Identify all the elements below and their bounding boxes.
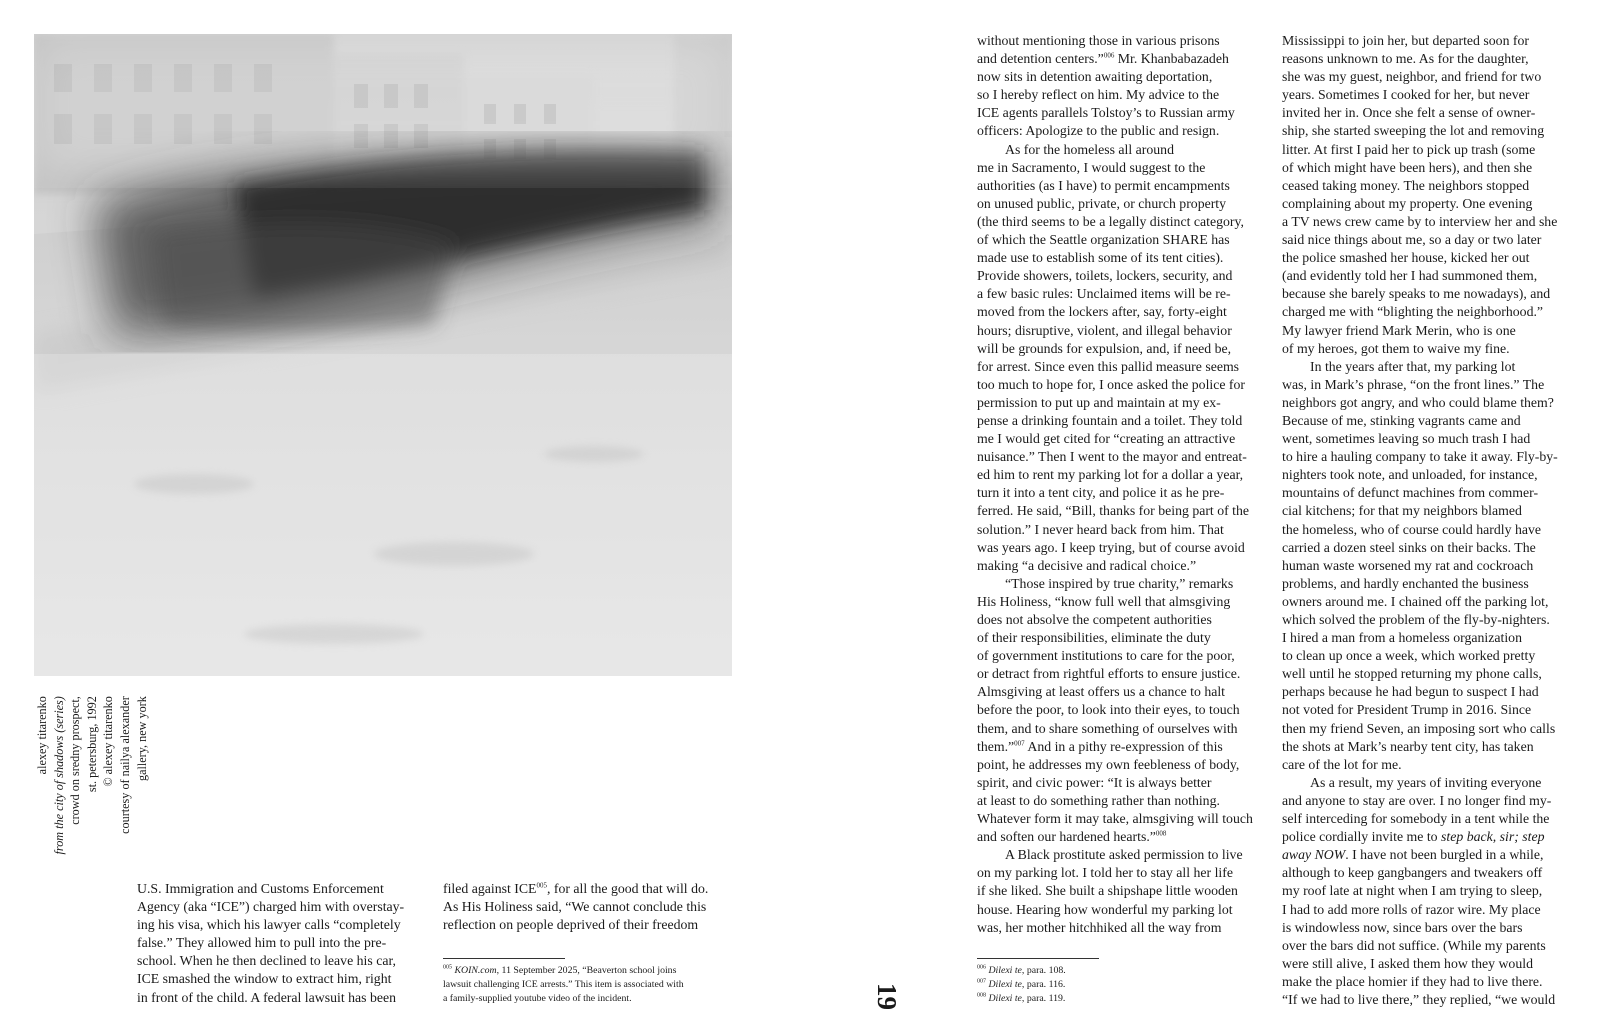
text-line — [977, 195, 1253, 213]
photo-caption-text — [34, 696, 150, 886]
text-segment: of their responsibilities, eliminate the duty — [977, 630, 1211, 646]
text-segment: (and evidently told her I had summoned them, — [1282, 268, 1538, 284]
text-line — [1282, 322, 1558, 340]
street-photograph — [34, 34, 732, 676]
footnote-text: , para. 119. — [1021, 993, 1066, 1004]
text-segment: And in a pithy re-expression of this — [1024, 738, 1223, 754]
footnote-rule — [443, 958, 565, 959]
text-line — [1282, 973, 1558, 991]
text-segment: me in Sacramento, I would suggest to the — [977, 159, 1206, 175]
text-line — [1282, 774, 1558, 792]
text-line — [977, 141, 1253, 159]
text-segment: complaining about my property. One evening — [1282, 195, 1533, 211]
text-segment: self interceding for somebody in a tent while the — [1282, 811, 1550, 827]
text-line — [1282, 466, 1558, 484]
text-line: false.” They allowed him to pull into the pre- — [137, 935, 387, 951]
text-line — [1282, 521, 1558, 539]
text-segment: reasons unknown to me. As for the daughter, — [1282, 51, 1529, 67]
text-line — [977, 502, 1253, 520]
text-segment: over the bars did not suffice. (While my parents — [1282, 937, 1546, 953]
text-segment: nuisance.” Then I went to the mayor and entreat- — [977, 449, 1247, 465]
text-segment: and detention centers.” — [977, 51, 1104, 67]
text-line — [977, 394, 1253, 412]
text-line — [1282, 557, 1558, 575]
text-segment: of my heroes, got them to waive my fine. — [1282, 340, 1510, 356]
italic-text: away NOW — [1282, 847, 1346, 863]
text-line — [977, 376, 1253, 394]
text-segment: Because of me, stinking vagrants came and — [1282, 412, 1521, 428]
footnote-number: 005 — [443, 964, 452, 971]
text-segment: Whatever form it may take, almsgiving will touch — [977, 811, 1253, 827]
text-line: ICE smashed the window to extract him, right — [137, 971, 392, 987]
footnote-text: , para. 108. — [1021, 965, 1066, 976]
text-line — [1282, 394, 1558, 412]
text-segment: were still alive, I asked them how they would — [1282, 955, 1533, 971]
text-line — [1282, 376, 1558, 394]
text-segment: . I have not been burgled in a while, — [1345, 847, 1544, 863]
text-line — [1282, 50, 1558, 68]
text-segment: Almsgiving at least offers us a chance to halt — [977, 684, 1226, 700]
text-line: As His Holiness said, “We cannot conclude this — [443, 899, 707, 915]
caption-line: © alexey titarenko — [101, 696, 116, 787]
text-line — [977, 122, 1253, 140]
text-segment: ed him to rent my parking lot for a dollar a year, — [977, 467, 1244, 483]
text-line — [1282, 756, 1558, 774]
text-line — [1282, 484, 1558, 502]
text-segment: does not absolve the competent authorities — [977, 612, 1212, 627]
text-line — [1282, 213, 1558, 231]
text-line — [977, 864, 1253, 882]
text-segment: As for the homeless all around — [1005, 141, 1174, 157]
text-segment: charged me with “blighting the neighborhood.” — [1282, 304, 1544, 320]
text-segment: permission to put up and maintain at my ex- — [977, 394, 1221, 410]
text-segment: so I hereby reflect on him. My advice to the — [977, 87, 1220, 103]
text-line — [1282, 901, 1558, 919]
text-line — [1282, 32, 1558, 50]
text-segment: Mississippi to join her, but departed soon for — [1282, 33, 1530, 48]
text-segment: mountains of defunct machines from commer- — [1282, 485, 1539, 501]
text-line — [977, 50, 1253, 68]
text-segment: , for all the good that will do. — [547, 881, 709, 896]
text-line — [977, 213, 1253, 231]
text-segment: a TV news crew came by to interview her and she — [1282, 213, 1558, 229]
text-line — [1282, 448, 1558, 466]
text-line: ing his visa, which his lawyer calls “completely — [137, 917, 401, 933]
text-segment: litter. At first I paid her to pick up trash (some — [1282, 141, 1536, 157]
text-segment: turn it into a tent city, and police it as he pre- — [977, 485, 1225, 501]
text-line — [977, 720, 1253, 738]
text-line — [977, 557, 1253, 575]
footnote-source: Dilexi te — [988, 965, 1022, 976]
text-line — [1282, 141, 1558, 159]
text-line — [977, 882, 1253, 900]
text-line — [977, 285, 1253, 303]
text-line — [1282, 919, 1558, 937]
text-line — [977, 683, 1253, 701]
text-segment: police cordially invite me to — [1282, 829, 1442, 845]
text-line — [977, 647, 1253, 665]
text-line — [1282, 629, 1558, 647]
text-segment: is windowless now, since bars over the bars — [1282, 919, 1523, 935]
text-segment: she was my guest, neighbor, and friend for two — [1282, 69, 1542, 85]
text-segment: As a result, my years of inviting everyone — [1310, 774, 1542, 790]
text-line — [977, 810, 1253, 828]
text-segment: now sits in detention awaiting deportation, — [977, 69, 1213, 85]
text-line — [977, 738, 1253, 756]
footnote-text: , para. 116. — [1021, 979, 1066, 990]
text-line — [1282, 665, 1558, 683]
caption-line: courtesy of nailya alexander — [117, 696, 132, 834]
text-line — [1282, 104, 1558, 122]
footnote-line: a family-supplied youtube video of the incident. — [443, 993, 632, 1004]
text-line — [977, 828, 1253, 846]
text-line — [1282, 68, 1558, 86]
text-segment: of government institutions to care for the poor, — [977, 648, 1235, 664]
text-segment: authorities (as I have) to permit encampments — [977, 177, 1230, 193]
text-segment: nighters took note, and unloaded, for instance, — [1282, 467, 1538, 483]
text-line — [1282, 539, 1558, 557]
text-segment: the shots at Mark’s nearby tent city, has taken — [1282, 738, 1534, 754]
text-segment: and anyone to stay are over. I no longer find my- — [1282, 792, 1552, 808]
text-segment: of which the Seattle organization SHARE has — [977, 232, 1230, 248]
text-segment: was years ago. I keep trying, but of course avoid — [977, 539, 1245, 555]
text-segment: officers: Apologize to the public and resign. — [977, 123, 1220, 139]
text-line — [977, 466, 1253, 484]
text-line — [977, 901, 1253, 919]
text-segment: at least to do something rather than nothing. — [977, 792, 1220, 808]
text-line — [977, 665, 1253, 683]
text-segment: not voted for President Trump in 2016. Since — [1282, 702, 1532, 718]
footnote-source: Dilexi te — [988, 993, 1022, 1004]
right-column-2 — [1282, 32, 1558, 1009]
text-line: U.S. Immigration and Customs Enforcement — [137, 881, 384, 896]
text-segment: the homeless, who of course could hardly have — [1282, 521, 1542, 537]
text-segment: human waste worsened my rat and cockroach — [1282, 557, 1534, 573]
text-line — [977, 521, 1253, 539]
text-line — [1282, 611, 1558, 629]
text-segment: of which might have been hers), and then she — [1282, 159, 1533, 175]
text-line — [1282, 122, 1558, 140]
text-segment: spirit, and civic power: “It is always better — [977, 774, 1212, 790]
text-line — [977, 792, 1253, 810]
text-segment: ship, she started sweeping the lot and removing — [1282, 123, 1545, 139]
footnote-number: 008 — [977, 992, 986, 999]
text-segment: making “a decisive and radical choice.” — [977, 557, 1197, 573]
text-line — [977, 484, 1253, 502]
text-segment: years. Sometimes I cooked for her, but never — [1282, 87, 1530, 103]
text-line — [977, 32, 1253, 50]
text-segment: In the years after that, my parking lot — [1310, 358, 1516, 374]
footnote-ref: 005 — [536, 881, 547, 890]
text-line: in front of the child. A federal lawsuit has been — [137, 989, 397, 1005]
text-line — [977, 177, 1253, 195]
text-line — [1282, 358, 1558, 376]
text-segment: neighbors got angry, and who could blame them? — [1282, 394, 1554, 410]
text-line — [977, 701, 1253, 719]
text-line — [1282, 792, 1558, 810]
text-line — [977, 249, 1253, 267]
text-line — [1282, 683, 1558, 701]
text-segment: hours; disruptive, violent, and illegal behavior — [977, 322, 1232, 338]
text-line — [1282, 267, 1558, 285]
text-segment: “Those inspired by true charity,” remarks — [1005, 575, 1234, 591]
text-segment: solution.” I never heard back from him. That — [977, 521, 1224, 537]
footnote — [443, 964, 684, 978]
text-line — [1282, 249, 1558, 267]
text-segment: was, in Mark’s phrase, “on the front lines.” The — [1282, 376, 1545, 392]
text-line — [1282, 828, 1558, 846]
footnote — [977, 964, 1066, 978]
text-line — [977, 919, 1253, 937]
text-line — [977, 104, 1253, 122]
text-line — [1282, 195, 1558, 213]
text-line — [977, 611, 1253, 629]
text-line — [1282, 430, 1558, 448]
text-line — [1282, 502, 1558, 520]
text-segment: them.” — [977, 738, 1015, 754]
text-line — [977, 86, 1253, 104]
text-line — [977, 575, 1253, 593]
text-segment: then my friend Seven, an imposing sort who calls — [1282, 720, 1556, 736]
text-line — [1282, 846, 1558, 864]
text-line — [1282, 720, 1558, 738]
text-line — [1282, 738, 1558, 756]
text-segment: to clean up once a week, which worked pretty — [1282, 648, 1536, 664]
text-line — [977, 231, 1253, 249]
footnote-number: 007 — [977, 978, 986, 985]
text-segment: which solved the problem of the fly-by-nighters. — [1282, 612, 1550, 627]
text-line: school. When he then declined to leave his car, — [137, 953, 396, 969]
text-line — [1282, 575, 1558, 593]
text-segment: make the place homier if they had to live there. — [1282, 973, 1543, 989]
footnote-rule — [977, 958, 1099, 959]
text-line — [1282, 412, 1558, 430]
page-number-text: 19 — [871, 982, 902, 1010]
text-segment: or detract from rightful efforts to ensure justice. — [977, 666, 1241, 682]
footnote-number: 006 — [977, 964, 986, 971]
text-segment: too much to hope for, I once asked the police for — [977, 376, 1246, 392]
footnote-ref: 008 — [1155, 829, 1167, 838]
footnote-source: KOIN.com — [454, 965, 497, 976]
text-line — [1282, 86, 1558, 104]
text-segment: His Holiness, “know full well that almsgiving — [977, 593, 1231, 609]
text-line — [977, 322, 1253, 340]
text-segment: went, sometimes leaving so much trash I had — [1282, 431, 1531, 447]
text-line — [977, 358, 1253, 376]
text-line — [977, 159, 1253, 177]
text-line: reflection on people deprived of their freedom — [443, 917, 699, 933]
text-line — [977, 303, 1253, 321]
text-segment: before the poor, to look into their eyes, to touch — [977, 702, 1240, 718]
text-segment: I hired a man from a homeless organization — [1282, 630, 1522, 646]
text-line — [977, 539, 1253, 557]
text-segment: cial kitchens; for that my neighbors blamed — [1282, 503, 1522, 519]
text-line — [1282, 810, 1558, 828]
text-segment: My lawyer friend Mark Merin, who is one — [1282, 322, 1516, 338]
text-segment: me I would get cited for “creating an attractive — [977, 431, 1236, 447]
text-segment: and soften our hardened hearts.” — [977, 829, 1156, 845]
text-line — [977, 412, 1253, 430]
caption-line: crowd on sredny prospect, — [68, 696, 83, 825]
text-segment: although to keep gangbangers and tweakers off — [1282, 865, 1543, 881]
footnote-ref: 007 — [1014, 739, 1025, 748]
text-segment: to hire a hauling company to take it away. Fly-by- — [1282, 449, 1558, 465]
text-segment: house. Hearing how wonderful my parking lot — [977, 901, 1233, 917]
text-line — [1282, 593, 1558, 611]
right-footnotes — [977, 964, 1066, 1006]
text-line — [1282, 177, 1558, 195]
text-segment: care of the lot for me. — [1282, 756, 1402, 772]
text-segment: I had to add more rolls of razor wire. My place — [1282, 901, 1541, 917]
text-segment: them, and to share something of ourselves with — [977, 720, 1238, 736]
text-line: Agency (aka “ICE”) charged him with overstay- — [137, 899, 405, 915]
text-line — [977, 68, 1253, 86]
footnote-source: Dilexi te — [988, 979, 1022, 990]
text-line — [1282, 647, 1558, 665]
text-segment: for arrest. Since even this pallid measure seems — [977, 358, 1240, 374]
text-segment: point, he addresses my own feebleness of body, — [977, 756, 1240, 772]
text-line — [977, 756, 1253, 774]
text-segment: said nice things about me, so a day or two later — [1282, 232, 1542, 248]
right-column-1 — [977, 32, 1253, 937]
text-segment: Mr. Khanbabazadeh — [1114, 51, 1229, 67]
text-line — [1282, 231, 1558, 249]
page-number — [868, 978, 904, 1014]
text-line — [977, 774, 1253, 792]
left-column-2 — [443, 880, 708, 934]
text-line — [1282, 285, 1558, 303]
italic-text: step back, sir; step — [1441, 829, 1545, 845]
text-segment: my roof late at night when I am trying to sleep, — [1282, 883, 1543, 899]
caption-line: gallery, new york — [134, 696, 149, 781]
text-line — [1282, 937, 1558, 955]
text-segment: without mentioning those in various prisons — [977, 33, 1220, 48]
text-line — [977, 846, 1253, 864]
text-segment: was, her mother hitchhiked all the way from — [977, 919, 1222, 935]
text-segment: (the third seems to be a legally distinct category, — [977, 213, 1244, 229]
text-line — [977, 267, 1253, 285]
left-column-1 — [137, 880, 404, 1007]
text-line — [443, 880, 708, 898]
text-segment: owners around me. I chained off the parking lot, — [1282, 593, 1549, 609]
text-segment: the police smashed her house, kicked her out — [1282, 250, 1530, 266]
text-segment: Provide showers, toilets, lockers, security, and — [977, 268, 1233, 284]
text-segment: moved from the lockers after, say, forty-eight — [977, 304, 1227, 320]
text-line — [977, 340, 1253, 358]
text-segment: on unused public, private, or church property — [977, 195, 1227, 211]
text-segment: “If we had to live there,” they replied, “we would — [1282, 991, 1556, 1007]
text-segment: a few basic rules: Unclaimed items will be re- — [977, 286, 1231, 302]
text-segment: carried a dozen steel sinks on their backs. The — [1282, 539, 1536, 555]
caption-line: from the city of shadows (series) — [51, 696, 66, 855]
text-segment: because she barely speaks to me nowadays), and — [1282, 286, 1551, 302]
left-footnotes — [443, 964, 684, 1006]
text-line — [1282, 991, 1558, 1009]
text-segment: will be grounds for expulsion, and, if need be, — [977, 340, 1232, 356]
text-line — [1282, 340, 1558, 358]
text-segment: if she liked. She built a shipshape little wooden — [977, 883, 1238, 899]
footnote — [977, 978, 1066, 992]
text-segment: perhaps because he had begun to suspect I had — [1282, 684, 1539, 700]
text-segment: on my parking lot. I told her to stay all her life — [977, 865, 1233, 881]
footnote-ref: 006 — [1103, 51, 1115, 60]
footnote-text: , 11 September 2025, “Beaverton school joins — [496, 965, 677, 976]
caption-line: st. petersburg, 1992 — [84, 696, 99, 792]
text-segment: filed against ICE — [443, 881, 537, 896]
text-segment: invited her in. Once she felt a sense of owner- — [1282, 105, 1536, 121]
text-line — [977, 430, 1253, 448]
text-line — [977, 593, 1253, 611]
text-segment: well until he stopped returning my phone calls, — [1282, 666, 1542, 682]
text-line — [1282, 955, 1558, 973]
text-segment: made use to establish some of its tent cities). — [977, 250, 1224, 266]
text-segment: ICE agents parallels Tolstoy’s to Russian army — [977, 105, 1235, 121]
text-segment: problems, and hardly enchanted the business — [1282, 575, 1529, 591]
text-line — [977, 629, 1253, 647]
text-line — [1282, 701, 1558, 719]
photo-caption — [34, 696, 149, 886]
text-line — [1282, 303, 1558, 321]
text-segment: ceased taking money. The neighbors stopped — [1282, 177, 1530, 193]
text-line — [1282, 864, 1558, 882]
footnote-line: lawsuit challenging ICE arrests.” This item is associated with — [443, 979, 684, 990]
text-line — [1282, 159, 1558, 177]
text-segment: ferred. He said, “Bill, thanks for being part of the — [977, 503, 1250, 519]
footnote — [977, 992, 1066, 1006]
text-line — [1282, 882, 1558, 900]
caption-line: alexey titarenko — [35, 696, 49, 775]
text-segment: pense a drinking fountain and a toilet. They told — [977, 412, 1243, 428]
text-line — [977, 448, 1253, 466]
text-segment: A Black prostitute asked permission to live — [1005, 847, 1243, 863]
